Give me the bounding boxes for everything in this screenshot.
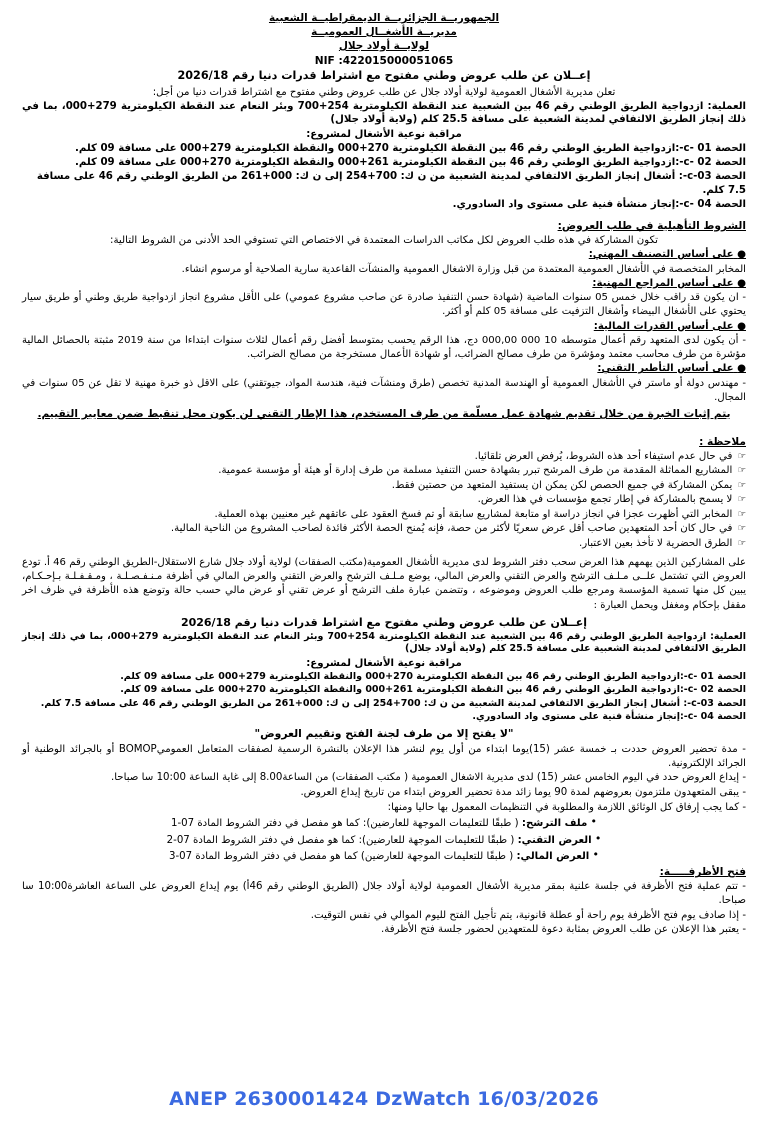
deadline-item: - مدة تحضير العروض حددت بـ خمسة عشر (15)يوما ابتداء من أول يوم لنشر هذا الإعلان بالنشرة الرسمية لصفقات المتعامل العموميBOMOP أو بالجرائد الوطنية أو الجرائد الإلكترونية. <box>22 744 746 769</box>
eligibility-criteria-list <box>22 277 746 290</box>
note-item: ☞ لا يسمح بالمشاركة في إطار تجمع مؤسسات في هذا العرض. <box>477 494 746 506</box>
repeat-operation: العملية: ازدواجية الطريق الوطني رقم 46 بين الشعبية عند النقطة الكيلومترية 254+700 وبئر النعام عند النقطة الكيلومترية 279+000، بما في ذلك إنجاز الطريق الالتفافي لمدينة الشعبية على مسافة 25.5 كلم (ولاية أولاد جلال) <box>22 630 746 655</box>
eligibility-criteria-list <box>22 248 746 261</box>
dot-bullet-icon: ● <box>737 249 746 261</box>
repeat-supervision-label: مراقبة نوعية الأشغال لمشروع: <box>306 657 462 669</box>
dash-bullet-icon: - <box>742 909 746 921</box>
criterion-text: - مهندس دولة أو ماستر في الأشغال العمومية أو الهندسة المدنية تخصص (طرق ومنشآت فنية، هندسة المواد، جيوتقني) على الاقل ذو خبرة مهنية لا تقل عن 05 سنوات في المجال. <box>22 377 746 403</box>
deadline-item: - إيداع العروض حدد في اليوم الخامس عشر (15) لدى مديرية الاشغال العمومية ( مكتب الصفقات) من الساعة8.00 إلى غاية الساعة 10:00 سا صباحا. <box>110 772 746 784</box>
document-text: ( طبقًا للتعليمات الموجهة للعارضين): كما هو مفصل في دفتر الشروط المادة 07-1 <box>170 818 519 830</box>
required-documents-list <box>22 815 746 863</box>
lots-list <box>22 142 746 211</box>
document-item-financial-offer <box>22 848 746 863</box>
anep-footer: ANEP 2630001424 DzWatch 16/03/2026 <box>169 1088 599 1110</box>
dash-bullet-icon: - <box>742 881 746 893</box>
document-header <box>22 12 746 82</box>
repeat-lot-item: الحصة c-03-: أشغال إنجاز الطريق الالتفافي لمدينة الشعبية من ن ك: 700+254 إلى ن ك: 000+261 من الطريق الوطني رقم 46 على مسافة 7.5 كلم. <box>40 697 746 709</box>
header-line-2: مديريــة الأشغــال العموميــة <box>311 25 457 38</box>
hand-bullet-icon: ☞ <box>737 479 746 491</box>
document-item-candidacy-file <box>22 815 746 830</box>
note-item: ☞ يمكن المشاركة في جميع الحصص لكن يمكن ان يستفيد المتعهد من حصتين فقط. <box>391 479 746 491</box>
dot-bullet-icon: ● <box>737 320 746 332</box>
repeat-lot-item: الحصة 01 -c-:ازدواجية الطريق الوطني رقم 46 بين النقطة الكيلومترية 270+000 والنقطة الكيلومترية 279+000 على مسافة 09 كلم. <box>120 670 746 682</box>
criterion-text: - ان يكون قد راقب خلال خمس 05 سنوات الماضية (شهادة حسن التنفيذ صادرة عن صاحب مشروع عمومي) على الأقل مشروع انجاز ازدواجية طريق وطني أو طريق سيار يحتوي على الأشغال البيضاء وأشغال التزفيت على مسافة 05 كلم أو أكثر. <box>22 292 746 318</box>
criterion-heading-technical-staff: ● على أساس التأطير التقني: <box>597 363 746 375</box>
lot-item: الحصة 01 -c-:ازدواجية الطريق الوطني رقم 46 بين النقطة الكيلومترية 270+000 والنقطة الكيلومترية 279+000 على مسافة 09 كلم. <box>74 142 746 154</box>
note-item: ☞ في حال عدم استيفاء أحد هذه الشروط، يُرفض العرض تلقائيا. <box>474 451 746 462</box>
round-bullet-icon: • <box>594 831 602 845</box>
round-bullet-icon: • <box>592 848 600 861</box>
eligibility-criteria-list <box>22 320 746 333</box>
note-item: ☞ في حال كان أحد المتعهدين صاحب أقل عرض سعريًا لأكثر من حصة، فإنه يُمنح الحصة الأكثر فائدة لصاحب المشروع من الناحية المالية. <box>170 523 746 535</box>
opening-section <box>22 866 746 936</box>
note-items-list <box>22 450 746 550</box>
note-heading: ملاحظة : <box>699 436 746 448</box>
experience-proof-note: يتم إثبات الخبرة من خلال تقديم شهادة عمل مسلّمة من طرف المستخدم، هذا الإطار التقني لن يكون محل تنقيط ضمن معايير التقييم. <box>37 408 731 420</box>
criterion-heading-financial-capacity: ● على أساس القدرات المالية: <box>593 320 746 332</box>
document-label: العرض التقني: <box>517 834 592 846</box>
eligibility-criteria-list <box>22 362 746 375</box>
header-line-3: لولايــة أولاد جلال <box>338 39 430 52</box>
note-section <box>22 436 746 550</box>
criterion-text: - أن يكون لدى المتعهد رقم أعمال متوسطه 10 000 000,00 دج، هذا الرقم يحسب بمتوسط أفضل رقم أعمال لثلاث سنوات ابتداءا من سنة 2019 مثبتة بالحصائل المالية مؤشرة من طرف محاسب معتمد ومؤشرة من طرف مصالح الضرائب، أو شهادة الأعمال مستخرجة من مصالح الضرائب. <box>22 335 746 361</box>
round-bullet-icon: • <box>590 815 598 829</box>
document-label: العرض المالي: <box>516 851 590 862</box>
withdrawal-paragraph: على المشاركين الذين يهمهم هذا العرض سحب دفتر الشروط لدى مديرية الأشغال العمومية(مكتب الصفقات) لولاية أولاد جلال شارع الاستقلال-الطريق الوطني رقم 46 أ. تودع العروض التي تشتمل علــى مـلـف الترشح والعرض التقني والعرض المالي، يوضع مـلـف الترشح والعرض التقني والعرض المالي في أظرفة مـنـفـصـلـة ، ومـقـفـلـة بـإحـكـام، يبين كل منها تسمية المؤسسة ومرجع طلب العروض وموضوعه ، وتتضمن عبارة ملف الترشح أو عرض تقني أو عرض مالي حسب حالة وتوضع هذه الأظرفة في ظرف اخر مقفل بإحكام ومغفل ويحمل العبارة : <box>22 557 746 611</box>
deadline-item: - يبقى المتعهدون ملتزمون بعروضهم لمدة 90 يوما زائد مدة تحضير العروض ابتداء من تاريخ إيداع العروض. <box>300 786 746 798</box>
hand-bullet-icon: ☞ <box>737 523 746 535</box>
eligibility-intro: تكون المشاركة في هذه طلب العروض لكل مكاتب الدراسات المعتمدة في الاختصاص التي تستوفي الحد الأدنى من الشروط التالية: <box>110 235 658 247</box>
hand-bullet-icon: ☞ <box>737 508 746 520</box>
dot-bullet-icon: ● <box>737 363 746 375</box>
document-label: ملف الترشح: <box>521 818 588 830</box>
note-item: ☞ المشاريع المماثلة المقدمة من طرف المرشح تبرر بشهادة حسن التنفيذ مسلمة من طرف إدارة أو هيئة أو مؤسسة عمومية. <box>218 465 746 477</box>
hand-bullet-icon: ☞ <box>737 451 746 462</box>
supervision-label: مراقبة نوعية الأشغال لمشروع: <box>306 128 462 140</box>
lot-item: الحصة 02 -c-:ازدواجية الطريق الوطني رقم 46 بين النقطة الكيلومترية 261+000 والنقطة الكيلومترية 270+000 على مسافة 09 كلم. <box>74 157 746 169</box>
dash-bullet-icon: - <box>742 924 746 936</box>
lot-item: الحصة c-03-: أشغال إنجاز الطريق الالتفافي لمدينة الشعبية من ن ك: 700+254 إلى ن ك: 000+261 من الطريق الوطني رقم 46 على مسافة 7.5 كلم. <box>36 171 746 196</box>
note-item: ☞ المخابر التي أظهرت عجزا في انجاز دراسة او متابعة لمشاريع سابقة أو تم فسخ العقود على عاتقهم غير معنيين بهذه العملية. <box>214 508 746 520</box>
header-line-1: الجمهوريــة الجزائريــة الديمقراطيــة الشعبية <box>268 12 500 24</box>
opening-heading: فتح الأظرفـــــة: <box>659 866 746 879</box>
dot-bullet-icon: ● <box>737 277 746 289</box>
intro-section <box>22 86 746 141</box>
deadline-item: - كما يجب إرفاق كل الوثائق اللازمة والمطلوبة في التنظيمات المعمول بها حاليا ومنها: <box>387 801 746 813</box>
dash-bullet-icon: - <box>742 801 746 813</box>
opening-item: - يعتبر هذا الإعلان عن طلب العروض بمثابة دعوة للمتعهدين لحضور جلسة فتح الأظرفة. <box>381 924 746 936</box>
criterion-heading-professional-references: ● على أساس المراجع المهنية: <box>592 277 746 289</box>
document-item-technical-offer <box>22 832 746 847</box>
hand-bullet-icon: ☞ <box>737 537 746 549</box>
note-item: ☞ الطرق الحضرية لا تأخذ بعين الاعتبار. <box>578 537 746 549</box>
hand-bullet-icon: ☞ <box>737 465 746 477</box>
eligibility-heading: الشروط التأهيلية في طلب العروض: <box>557 220 746 233</box>
opening-item: - تتم عملية فتح الأظرفة في جلسة علنية بمقر مديرية الأشغال العمومية لولاية أولاد جلال (الطريق الوطني رقم 46أ) يوم إيداع العروض على الساعة العاشرة10:00 سا صباحا. <box>22 881 746 907</box>
announcement-title: إعــلان عن طلب عروض وطني مفتوح مع اشتراط قدرات دنيا رقم 2026/18 <box>177 68 591 82</box>
criterion-text: المخابر المتخصصة في الأشغال العمومية المعتمدة من قبل وزارة الاشغال العمومية والمنشآت القاعدية سارية الصلاحية أو مرسوم انشاء. <box>181 263 746 275</box>
sealed-envelope-notice: "لا يفتح إلا من طرف لجنة الفتح وتقييم العروض" <box>254 727 514 741</box>
intro-paragraph: تعلن مديرية الأشغال العمومية لولاية أولاد جلال عن طلب عروض وطني مفتوح مع اشتراط قدرات دنيا من أجل: <box>152 86 616 98</box>
eligibility-section <box>22 220 746 420</box>
nif-number: NIF :422015000051065 <box>314 54 454 67</box>
lot-item: الحصة 04 -c-:إنجاز منشأة فنية على مستوى واد السادوري. <box>452 198 746 210</box>
repeat-lot-item: الحصة 02 -c-:ازدواجية الطريق الوطني رقم 46 بين النقطة الكيلومترية 261+000 والنقطة الكيلومترية 270+000 على مسافة 09 كلم. <box>120 684 746 696</box>
criterion-heading-professional-classification: ● على أساس التصنيف المهني: <box>588 249 746 261</box>
dash-bullet-icon: - <box>742 772 746 784</box>
dash-bullet-icon: - <box>742 786 746 798</box>
operation-description: العملية: ازدواجية الطريق الوطني رقم 46 بين الشعبية عند النقطة الكيلومترية 254+700 وبئر النعام عند النقطة الكيلومترية 279+000، بما في ذلك إنجاز الطريق الالتفافي لمدينة الشعبية على مسافة 25.5 كلم (ولاية أولاد جلال) <box>22 101 747 126</box>
opening-item: - إذا صادف يوم فتح الأظرفة يوم راحة أو عطلة قانونية، يتم تأجيل الفتح لليوم الموالي في نفس التوقيت. <box>310 909 746 921</box>
repeat-announcement-title: إعــلان عن طلب عروض وطني مفتوح مع اشتراط قدرات دنيا رقم 2026/18 <box>180 615 588 629</box>
hand-bullet-icon: ☞ <box>737 494 746 506</box>
document-text: ( طبقًا للتعليمات الموجهة للعارضين) كما هو مفصل في دفتر الشروط المادة 07-3 <box>168 851 514 862</box>
document-text: ( طبقًا للتعليمات الموجهة للعارضين): كما هو مفصل في دفتر الشروط المادة 07-2 <box>166 834 515 846</box>
dash-bullet-icon: - <box>742 744 746 756</box>
deadlines-section <box>22 743 746 814</box>
repeat-section <box>22 616 746 741</box>
repeat-lot-item: الحصة 04 -c-:إنجاز منشأة فنية على مستوى واد السادوري. <box>472 710 746 722</box>
